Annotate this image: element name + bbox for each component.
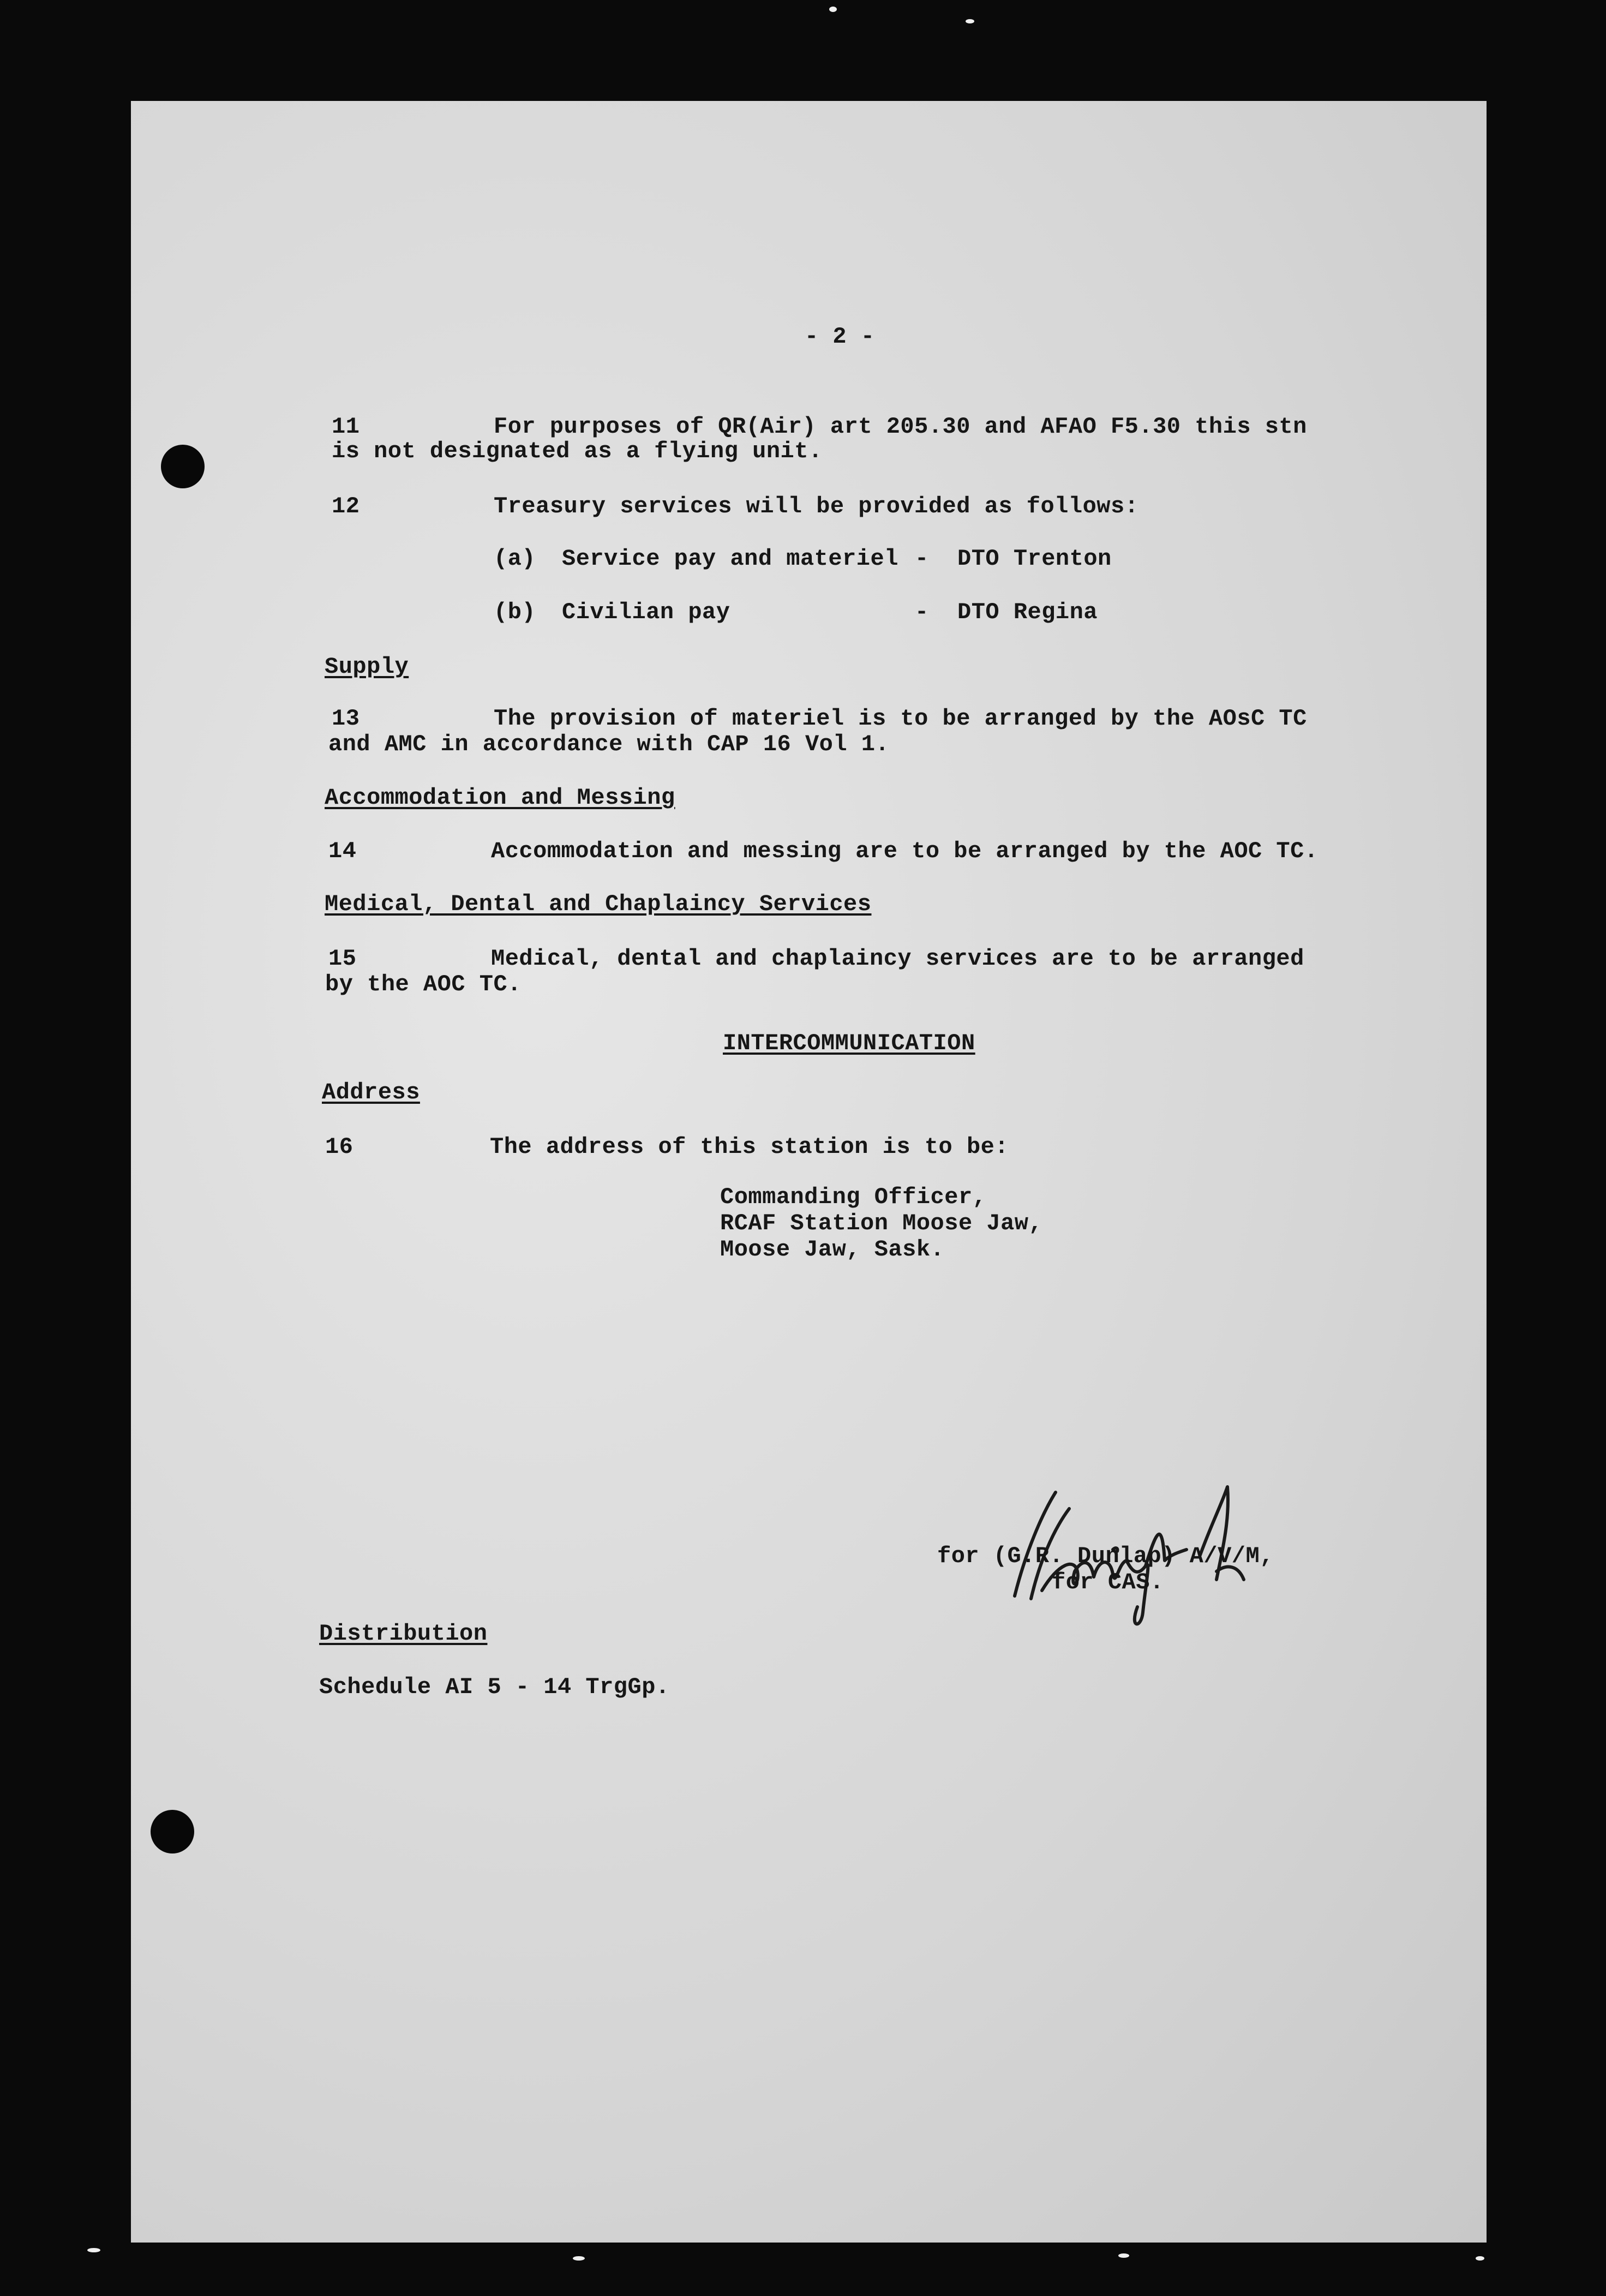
address-heading: Address bbox=[322, 1079, 420, 1105]
treasury-item-b-provider: DTO Regina bbox=[957, 599, 1098, 625]
paragraph-12-text: Treasury services will be provided as follows: bbox=[494, 493, 1139, 519]
punch-hole-bottom bbox=[151, 1810, 194, 1853]
border-speck bbox=[1118, 2253, 1129, 2258]
border-speck bbox=[87, 2248, 100, 2252]
paragraph-number-12: 12 bbox=[332, 493, 360, 519]
treasury-item-b-label: (b) bbox=[494, 599, 536, 625]
border-speck bbox=[1476, 2256, 1484, 2261]
paragraph-11-line-1: For purposes of QR(Air) art 205.30 and AFAO F5.30 this stn bbox=[494, 414, 1307, 440]
distribution-text: Schedule AI 5 - 14 TrgGp. bbox=[319, 1674, 670, 1700]
border-speck bbox=[573, 2256, 585, 2261]
paragraph-16-text: The address of this station is to be: bbox=[490, 1134, 1009, 1160]
paragraph-14-text: Accommodation and messing are to be arranged by the AOC TC. bbox=[491, 838, 1319, 864]
paragraph-number-11: 11 bbox=[332, 414, 360, 440]
punch-hole-top bbox=[161, 445, 205, 488]
treasury-item-a-label: (a) bbox=[494, 546, 536, 572]
signature-line-2: for CAS. bbox=[1052, 1569, 1164, 1595]
paragraph-15-line-2: by the AOC TC. bbox=[325, 971, 522, 997]
accommodation-heading: Accommodation and Messing bbox=[325, 785, 675, 811]
paragraph-15-line-1: Medical, dental and chaplaincy services are to be arranged bbox=[491, 946, 1304, 972]
paragraph-number-14: 14 bbox=[328, 838, 357, 864]
treasury-item-a-provider: DTO Trenton bbox=[957, 546, 1112, 572]
paragraph-13-line-2: and AMC in accordance with CAP 16 Vol 1. bbox=[328, 731, 890, 757]
treasury-item-a-service: Service pay and materiel bbox=[562, 546, 898, 572]
border-speck bbox=[829, 7, 837, 12]
intercommunication-heading: INTERCOMMUNICATION bbox=[723, 1030, 975, 1056]
medical-heading: Medical, Dental and Chaplaincy Services bbox=[325, 891, 872, 917]
distribution-heading: Distribution bbox=[319, 1621, 488, 1647]
treasury-item-b-service: Civilian pay bbox=[562, 599, 730, 625]
signature-line-1: for (G.R. Dunlap) A/V/M, bbox=[937, 1543, 1274, 1569]
address-line-3: Moose Jaw, Sask. bbox=[720, 1236, 945, 1263]
supply-heading: Supply bbox=[325, 654, 409, 680]
address-line-1: Commanding Officer, bbox=[720, 1184, 987, 1210]
paragraph-11-line-2: is not designated as a flying unit. bbox=[332, 438, 823, 464]
document-page bbox=[131, 101, 1487, 2243]
treasury-item-a-dash: - bbox=[915, 546, 929, 572]
paragraph-number-15: 15 bbox=[328, 946, 357, 972]
page-number: - 2 - bbox=[805, 324, 875, 350]
paragraph-13-line-1: The provision of materiel is to be arranged by the AOsC TC bbox=[494, 705, 1307, 732]
treasury-item-b-dash: - bbox=[915, 599, 929, 625]
paragraph-number-16: 16 bbox=[325, 1134, 353, 1160]
border-speck bbox=[966, 19, 974, 23]
paragraph-number-13: 13 bbox=[332, 705, 360, 732]
address-line-2: RCAF Station Moose Jaw, bbox=[720, 1210, 1043, 1236]
